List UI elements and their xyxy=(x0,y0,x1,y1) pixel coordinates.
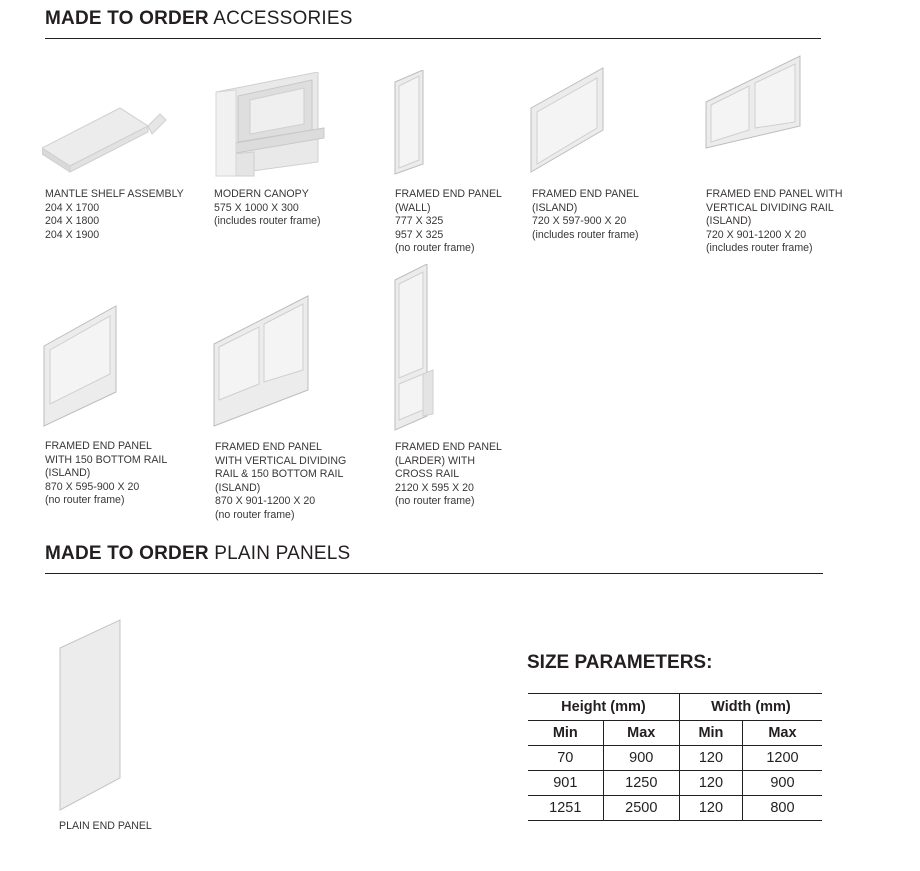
height-group-header: Height (mm) xyxy=(528,694,679,721)
plain-panels-title xyxy=(45,543,350,565)
table-row xyxy=(528,746,822,771)
framed-end-panel-larder-image xyxy=(393,264,435,432)
accessory-item-modern-canopy xyxy=(214,188,321,229)
item-line: WITH 150 BOTTOM RAIL xyxy=(45,453,168,466)
table-cell: 120 xyxy=(679,796,742,821)
item-note: (no router frame) xyxy=(45,494,125,507)
modern-canopy-image xyxy=(214,72,326,180)
table-cell: 900 xyxy=(742,771,822,796)
table-cell: 800 xyxy=(742,796,822,821)
item-line: MANTLE SHELF ASSEMBLY xyxy=(45,188,184,200)
accessory-item-larder xyxy=(395,441,502,509)
accessories-divider xyxy=(45,38,821,39)
item-line: MODERN CANOPY xyxy=(214,188,309,200)
column-header: Max xyxy=(603,721,679,746)
item-note: (no router frame) xyxy=(215,508,295,521)
item-line: VERTICAL DIVIDING RAIL xyxy=(706,201,834,214)
item-line: (ISLAND) xyxy=(532,201,578,214)
item-line: (WALL) xyxy=(395,201,431,214)
item-line: WITH VERTICAL DIVIDING xyxy=(215,454,347,467)
item-line: 870 X 901-1200 X 20 xyxy=(215,495,316,508)
accessory-item-framed-island xyxy=(532,188,639,242)
table-cell: 1250 xyxy=(603,771,679,796)
item-line: FRAMED END PANEL xyxy=(395,441,502,453)
framed-end-panel-bottom-rail-image xyxy=(42,304,122,428)
item-line: FRAMED END PANEL xyxy=(395,188,502,200)
accessory-item-bottom-rail xyxy=(45,440,167,508)
accessories-title-bold: MADE TO ORDER xyxy=(45,8,209,29)
item-line: FRAMED END PANEL xyxy=(215,441,322,453)
framed-end-panel-dividing-bottom-rail-image xyxy=(212,294,312,428)
table-group-header-row xyxy=(528,694,822,721)
accessories-title-light: ACCESSORIES xyxy=(213,8,353,29)
accessory-item-mantle-shelf xyxy=(45,188,184,242)
accessory-item-framed-wall xyxy=(395,188,502,256)
framed-end-panel-island-image xyxy=(529,66,607,176)
framed-end-panel-dividing-rail-image xyxy=(704,54,804,150)
item-line: 2120 X 595 X 20 xyxy=(395,481,474,494)
table-cell: 1200 xyxy=(742,746,822,771)
item-line: FRAMED END PANEL xyxy=(45,440,152,452)
item-note: (includes router frame) xyxy=(706,242,813,255)
column-header: Min xyxy=(679,721,742,746)
item-line: (ISLAND) xyxy=(706,215,752,228)
item-line: (ISLAND) xyxy=(45,467,91,480)
mantle-shelf-image xyxy=(42,104,170,174)
plain-end-panel-image xyxy=(58,618,124,812)
plain-panels-divider xyxy=(45,573,823,574)
item-line: (ISLAND) xyxy=(215,481,261,494)
table-cell: 120 xyxy=(679,746,742,771)
item-line: (LARDER) WITH xyxy=(395,454,476,467)
item-line: 777 X 325 xyxy=(395,215,444,228)
item-note: (includes router frame) xyxy=(532,228,639,241)
column-header: Min xyxy=(528,721,603,746)
accessories-title xyxy=(45,8,353,30)
plain-panels-title-light: PLAIN PANELS xyxy=(214,543,351,564)
accessory-item-framed-dividing-rail xyxy=(706,188,843,256)
framed-end-panel-wall-image xyxy=(393,70,427,176)
item-line: 204 X 1800 xyxy=(45,215,100,228)
item-line: RAIL & 150 BOTTOM RAIL xyxy=(215,468,344,481)
accessory-item-dividing-bottom-rail xyxy=(215,441,346,523)
table-subheader-row xyxy=(528,721,822,746)
item-line: 204 X 1700 xyxy=(45,201,100,214)
item-line: 870 X 595-900 X 20 xyxy=(45,480,140,493)
table-cell: 2500 xyxy=(603,796,679,821)
item-line: FRAMED END PANEL xyxy=(532,188,639,200)
item-note: (no router frame) xyxy=(395,495,475,508)
item-line: CROSS RAIL xyxy=(395,468,460,481)
table-row xyxy=(528,796,822,821)
table-cell: 70 xyxy=(528,746,603,771)
item-line: 720 X 901-1200 X 20 xyxy=(706,228,807,241)
size-parameters-title: SIZE PARAMETERS: xyxy=(527,652,713,673)
table-cell: 900 xyxy=(603,746,679,771)
item-note: (includes router frame) xyxy=(214,215,321,228)
item-line: 575 X 1000 X 300 xyxy=(214,201,299,214)
plain-panels-title-bold: MADE TO ORDER xyxy=(45,543,209,564)
item-note: (no router frame) xyxy=(395,242,475,255)
item-line: 204 X 1900 xyxy=(45,228,100,241)
item-line: FRAMED END PANEL WITH xyxy=(706,188,843,200)
plain-end-panel-label: PLAIN END PANEL xyxy=(59,820,152,832)
table-row xyxy=(528,771,822,796)
table-cell: 901 xyxy=(528,771,603,796)
item-line: 720 X 597-900 X 20 xyxy=(532,215,627,228)
table-cell: 120 xyxy=(679,771,742,796)
size-parameters-table xyxy=(528,693,822,821)
item-line: 957 X 325 xyxy=(395,228,444,241)
column-header: Max xyxy=(742,721,822,746)
table-cell: 1251 xyxy=(528,796,603,821)
width-group-header: Width (mm) xyxy=(679,694,822,721)
